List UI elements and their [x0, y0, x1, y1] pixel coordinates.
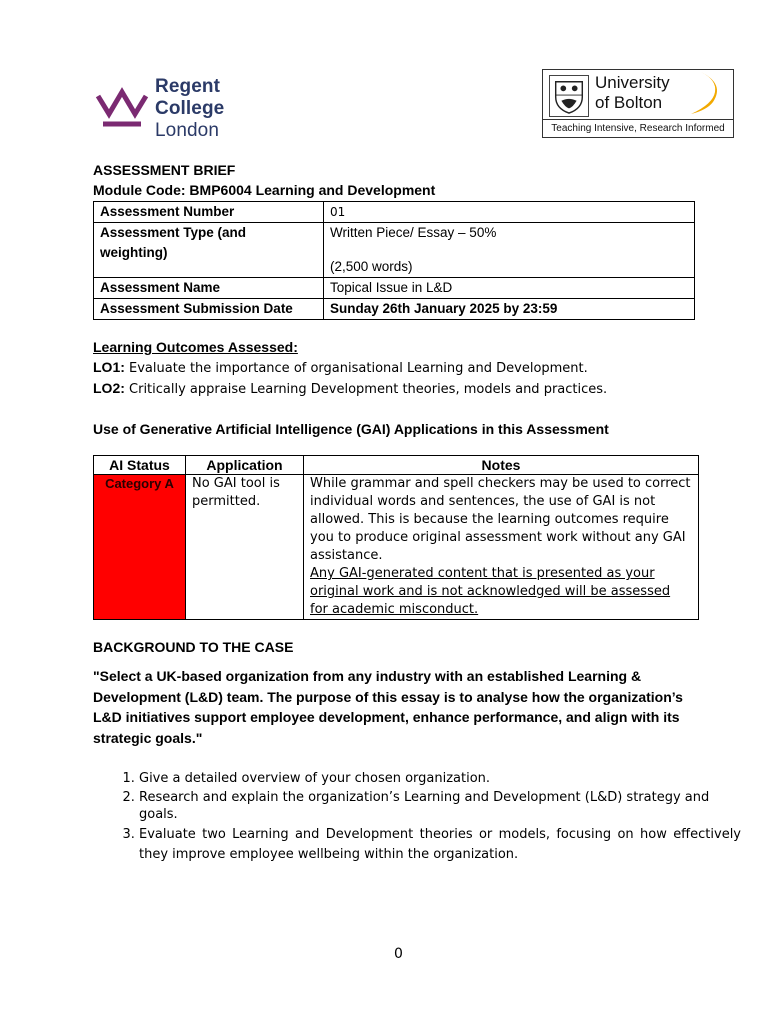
list-item: 2. Research and explain the organization’s Learning and Development (L&D) strategy and goals. — [139, 789, 741, 824]
lo2-code: LO2: — [93, 380, 125, 396]
regent-line3: London — [155, 120, 220, 141]
col-header-notes: Notes — [304, 456, 699, 475]
regent-line1: Regent — [155, 76, 220, 97]
lo1 — [93, 357, 588, 379]
list-item: 3. Evaluate two Learning and Development theories or models, focusing on how effectively they improve employee wellbeing within the organization. — [139, 825, 741, 866]
list-item: 1. Give a detailed overview of your chosen organization. — [139, 770, 741, 788]
notes-cell — [304, 475, 699, 620]
brief-title: ASSESSMENT BRIEF — [93, 162, 236, 178]
task-list — [93, 770, 741, 866]
regent-college-logo — [95, 76, 235, 142]
lo2 — [93, 378, 607, 400]
row-value-cell — [324, 223, 695, 278]
university-of-bolton-logo — [542, 69, 734, 138]
background-heading: BACKGROUND TO THE CASE — [93, 639, 294, 655]
table-header-row — [94, 456, 699, 475]
table-row — [94, 278, 695, 299]
row-value: Sunday 26th January 2025 by 23:59 — [324, 299, 695, 320]
row-value: Topical Issue in L&D — [324, 278, 695, 299]
row-value: 01 — [324, 202, 695, 223]
row-label: Assessment Number — [94, 202, 324, 223]
case-quote: "Select a UK-based organization from any industry with an established Learning & Development (L&D) team. The purpose of this essay is to analyse how the organization’s L&D initiatives support employee development, enhance performance, and align with its strategic goals." — [93, 668, 683, 746]
table-row — [94, 223, 695, 278]
lo2-text: Critically appraise Learning Development theories, models and practices. — [124, 382, 608, 397]
row-value: Written Piece/ Essay – 50% — [330, 225, 497, 240]
module-code: Module Code: BMP6004 Learning and Development — [93, 182, 436, 198]
gai-heading: Use of Generative Artificial Intelligence (GAI) Applications in this Assessment — [93, 421, 609, 437]
notes-warning: Any GAI-generated content that is presented as your original work and is not acknowledged will be assessed for academic misconduct. — [310, 566, 671, 617]
col-header-ai-status: AI Status — [94, 456, 186, 475]
table-row — [94, 475, 699, 620]
bolton-line1: University — [595, 73, 670, 92]
page-number: 0 — [394, 946, 403, 962]
application-cell: No GAI tool is permitted. — [186, 475, 304, 620]
bolton-tagline: Teaching Intensive, Research Informed — [543, 119, 733, 137]
learning-outcomes-heading: Learning Outcomes Assessed: — [93, 339, 298, 355]
crest-icon — [549, 75, 589, 117]
gai-table — [93, 455, 699, 620]
table-row — [94, 299, 695, 320]
row-label: Assessment Type (and weighting) — [94, 223, 324, 278]
col-header-application: Application — [186, 456, 304, 475]
notes-text: While grammar and spell checkers may be used to correct individual words and sentences, the use of GAI is not allowed. This is because the learning outcomes require you to produce original assessment work without any GAI assistance. — [310, 476, 691, 563]
swoosh-icon — [673, 70, 733, 120]
lo1-code: LO1: — [93, 359, 125, 375]
bolton-line2: of Bolton — [595, 93, 663, 112]
lo1-text: Evaluate the importance of organisational Learning and Development. — [124, 361, 588, 376]
crown-icon — [95, 86, 149, 128]
row-value-secondary: (2,500 words) — [330, 259, 413, 274]
regent-line2: College — [155, 98, 225, 119]
table-row — [94, 202, 695, 223]
row-label: Assessment Submission Date — [94, 299, 324, 320]
assessment-info-table — [93, 201, 695, 320]
status-badge: Category A — [94, 475, 186, 620]
row-label: Assessment Name — [94, 278, 324, 299]
